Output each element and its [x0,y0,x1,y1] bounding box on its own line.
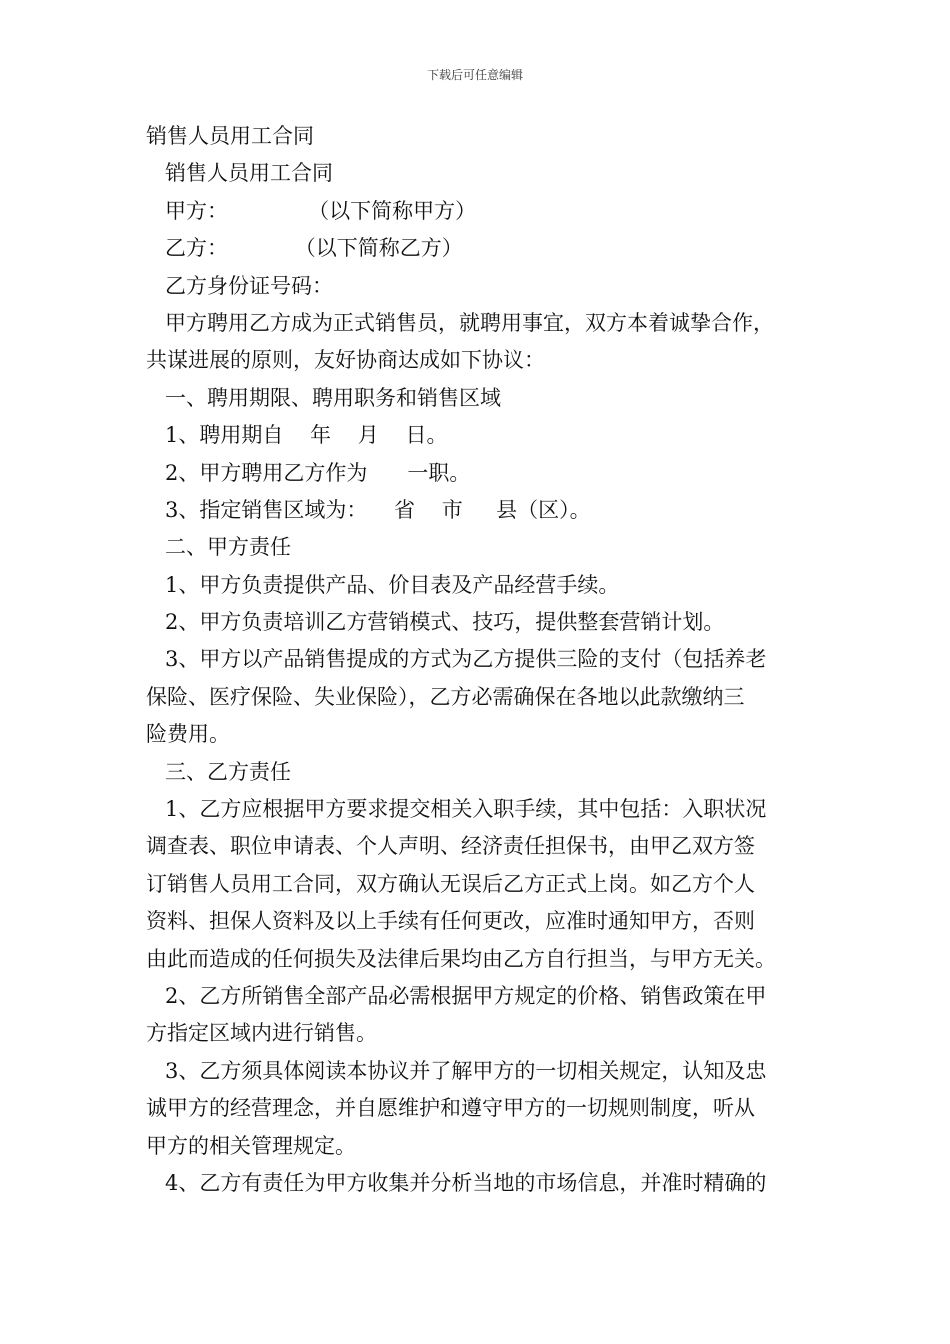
clause-line: 资料、担保人资料及以上手续有任何更改，应准时通知甲方，否则 [146,909,755,934]
clause-line: 3、甲方以产品销售提成的方式为乙方提供三险的支付（包括养老 [165,647,767,672]
clause-line: 由此而造成的任何损失及法律后果均由乙方自行担当，与甲方无关。 [146,946,776,971]
party-a-line: 甲方： （以下简称甲方） [165,198,477,223]
clause-line: 4、乙方有责任为甲方收集并分析当地的市场信息，并准时精确的 [165,1170,767,1195]
clause-line: 调查表、职位申请表、个人声明、经济责任担保书，由甲乙双方签 [146,834,755,859]
clause-line: 2、乙方所销售全部产品必需根据甲方规定的价格、销售政策在甲 [165,983,767,1008]
section-heading: 一、聘用期限、聘用职务和销售区域 [165,385,501,410]
clause-line: 保险、医疗保险、失业保险），乙方必需确保在各地以此款缴纳三 [146,684,745,709]
clause-line: 诚甲方的经营理念，并自愿维护和遵守甲方的一切规则制度，听从 [146,1096,755,1121]
contract-heading: 销售人员用工合同 [165,161,333,186]
contract-body [146,118,808,1202]
clause-line: 1、甲方负责提供产品、价目表及产品经营手续。 [165,572,620,597]
clause-line: 1、聘用期自 年 月 日。 [165,423,448,448]
section-heading: 三、乙方责任 [165,759,291,784]
party-b-line: 乙方： （以下简称乙方） [165,236,463,261]
clause-line: 订销售人员用工合同，双方确认无误后乙方正式上岗。如乙方个人 [146,871,755,896]
clause-line: 3、乙方须具体阅读本协议并了解甲方的一切相关规定，认知及忠 [165,1058,767,1083]
page-header-note: 下载后可任意编辑 [426,68,523,82]
clause-line: 甲方的相关管理规定。 [146,1133,356,1158]
clause-line: 险费用。 [146,722,230,747]
clause-line: 2、甲方负责培训乙方营销模式、技巧，提供整套营销计划。 [165,610,725,635]
document-title: 销售人员用工合同 [146,124,314,148]
clause-line: 方指定区域内进行销售。 [146,1021,377,1046]
clause-line: 3、指定销售区域为： 省 市 县（区）。 [165,497,591,522]
section-heading: 二、甲方责任 [165,535,291,560]
clause-line: 2、甲方聘用乙方作为 一职。 [165,460,471,485]
preamble-line: 甲方聘用乙方成为正式销售员，就聘用事宜，双方本着诚挚合作， [165,310,774,335]
party-b-id-line: 乙方身份证号码： [165,273,333,298]
clause-line: 1、乙方应根据甲方要求提交相关入职手续，其中包括：入职状况 [165,797,767,822]
preamble-line: 共谋进展的原则，友好协商达成如下协议： [146,348,545,373]
